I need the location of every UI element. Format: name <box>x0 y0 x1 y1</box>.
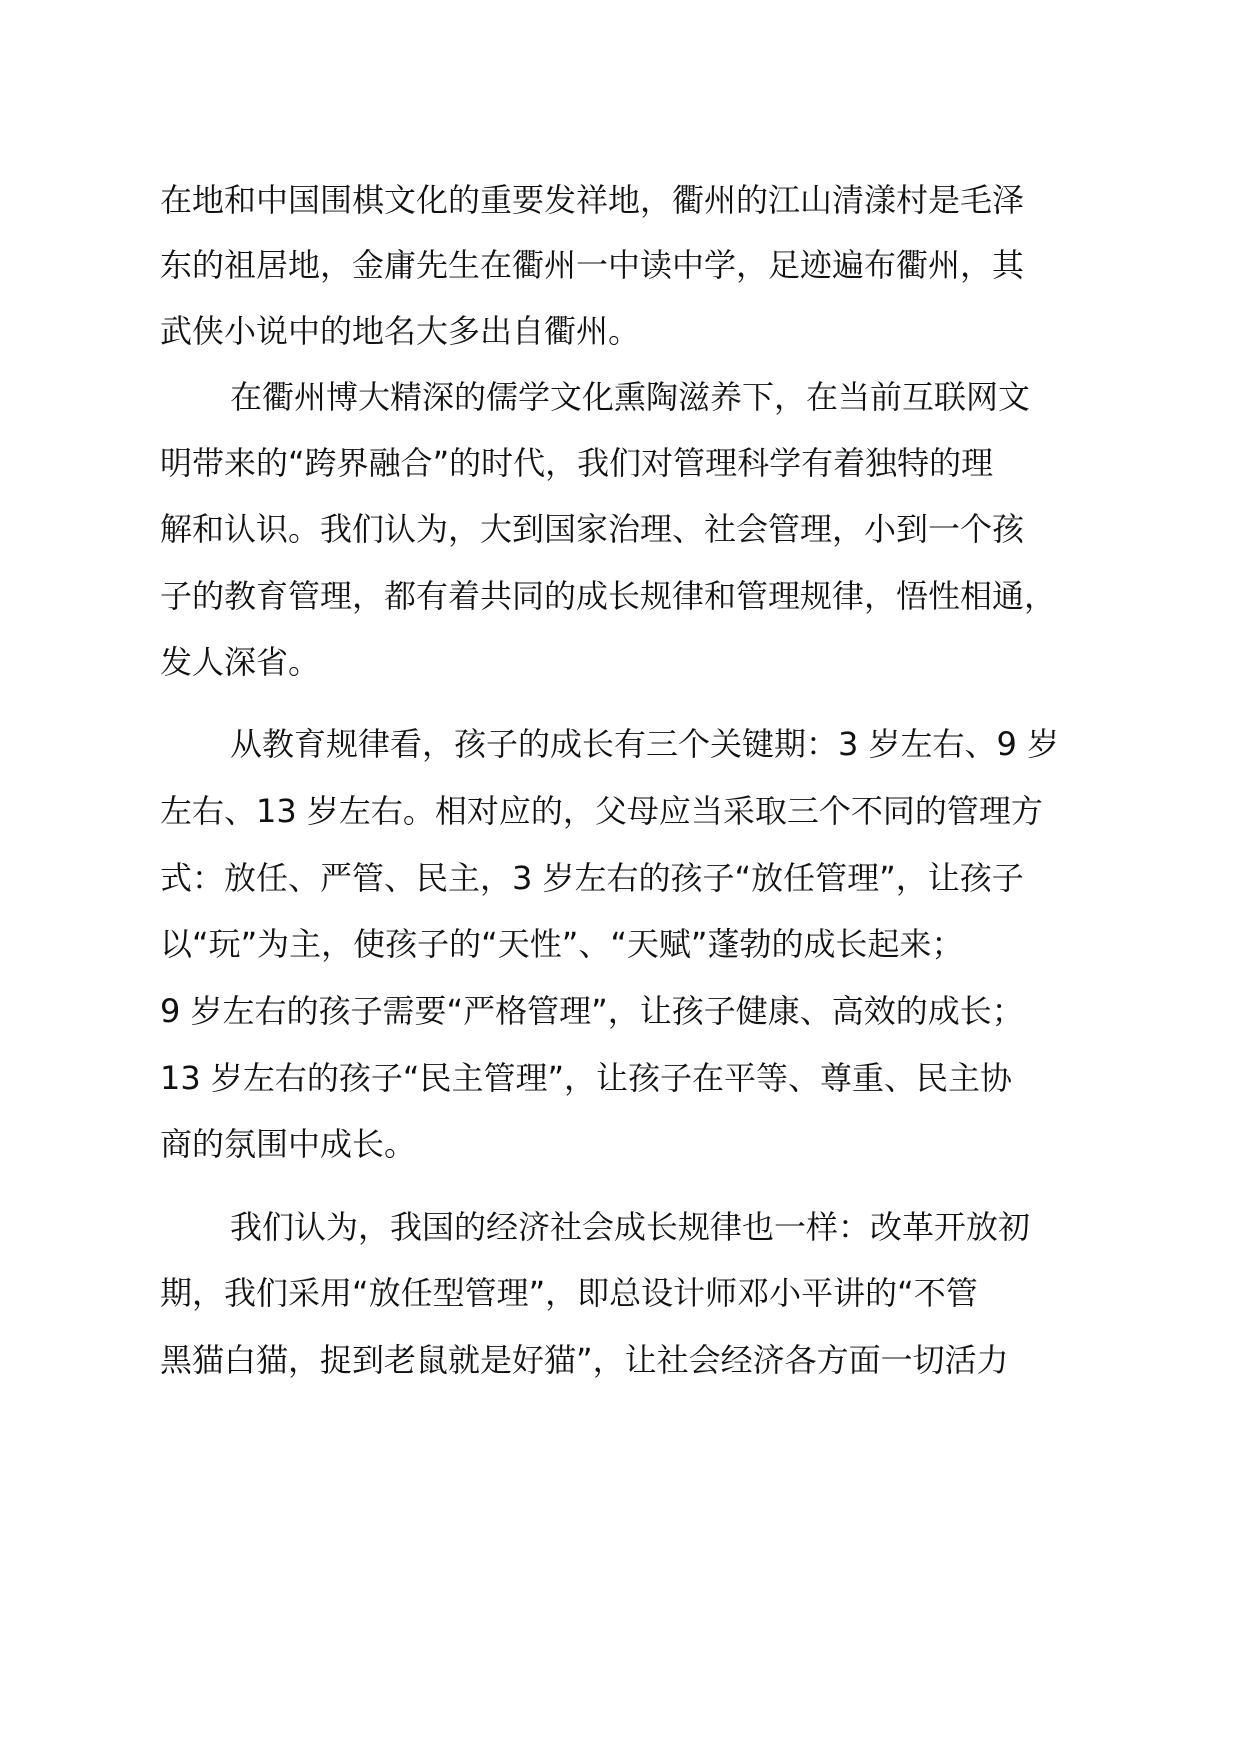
paragraph-3-line-2: 左右、13 岁左右。相对应的，父母应当采取三个不同的管理方 <box>160 792 1043 830</box>
paragraph-3-line-3: 式：放任、严管、民主，3 岁左右的孩子“放任管理”，让孩子 <box>160 859 1024 897</box>
paragraph-2-line-2: 明带来的“跨界融合”的时代，我们对管理科学有着独特的理 <box>160 444 994 482</box>
paragraph-4-line-3: 黑猫白猫，捉到老鼠就是好猫”，让社会经济各方面一切活力 <box>160 1341 1009 1379</box>
paragraph-3-line-6: 13 岁左右的孩子“民主管理”，让孩子在平等、尊重、民主协 <box>160 1059 1013 1097</box>
paragraph-2-line-1: 在衢州博大精深的儒学文化熏陶滋养下，在当前互联网文 <box>230 378 1031 416</box>
paragraph-1-line-2: 东的祖居地，金庸先生在衢州一中读中学，足迹遍布衢州，其 <box>160 246 1025 284</box>
paragraph-3-line-7: 商的氛围中成长。 <box>160 1125 417 1163</box>
paragraph-3-line-4: 以“玩”为主，使孩子的“天性”、“天赋”蓬勃的成长起来； <box>160 925 964 963</box>
paragraph-4-line-1: 我们认为，我国的经济社会成长规律也一样：改革开放初 <box>230 1208 1031 1246</box>
paragraph-2-line-3: 解和认识。我们认为，大到国家治理、社会管理，小到一个孩 <box>160 510 1025 548</box>
paragraph-2-line-5: 发人深省。 <box>160 643 321 681</box>
paragraph-1-line-3: 武侠小说中的地名大多出自衢州。 <box>160 312 641 350</box>
paragraph-3-line-5: 9 岁左右的孩子需要“严格管理”，让孩子健康、高效的成长； <box>160 992 1024 1030</box>
paragraph-1-line-1: 在地和中国围棋文化的重要发祥地，衢州的江山清漾村是毛泽 <box>160 181 1025 219</box>
paragraph-2-line-4: 子的教育管理，都有着共同的成长规律和管理规律，悟性相通， <box>160 577 1057 615</box>
paragraph-3-line-1: 从教育规律看，孩子的成长有三个关键期：3 岁左右、9 岁 <box>230 725 1060 763</box>
paragraph-4-line-2: 期，我们采用“放任型管理”，即总设计师邓小平讲的“不管 <box>160 1274 978 1312</box>
